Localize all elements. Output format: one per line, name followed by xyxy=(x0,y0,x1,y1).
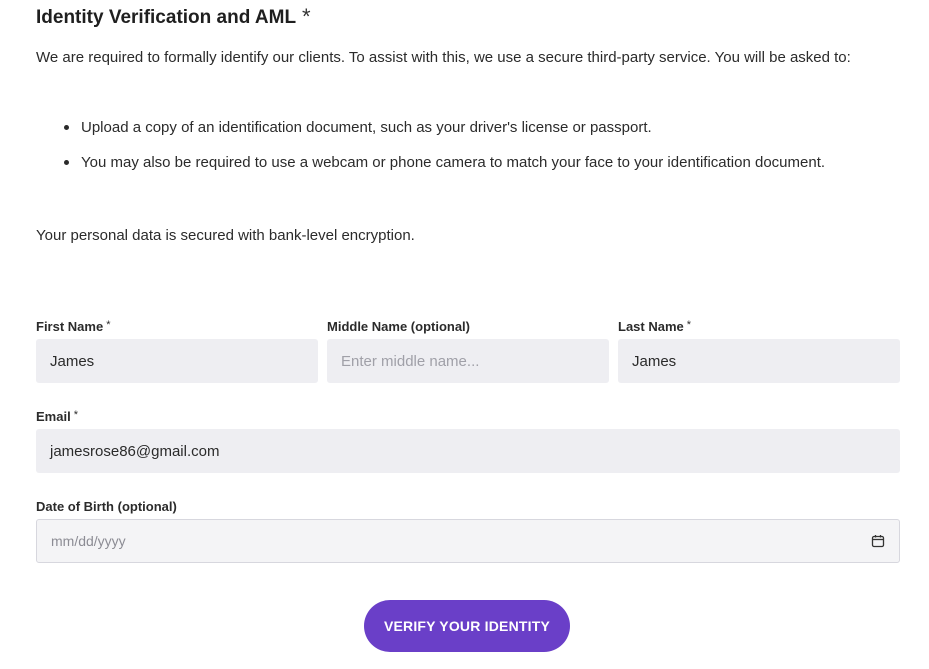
middle-name-label-text: Middle Name (optional) xyxy=(327,319,470,334)
dob-field[interactable] xyxy=(36,519,900,563)
list-item xyxy=(36,114,886,141)
last-name-label-text: Last Name xyxy=(618,319,684,334)
first-name-label-text: First Name xyxy=(36,319,104,334)
calendar-icon[interactable] xyxy=(871,534,885,548)
middle-name-placeholder: Enter middle name... xyxy=(341,352,480,370)
required-marker: * xyxy=(106,319,111,331)
verify-identity-button[interactable]: VERIFY YOUR IDENTITY xyxy=(364,600,570,652)
dob-label xyxy=(36,499,177,514)
required-marker: * xyxy=(686,319,692,331)
required-asterisk-icon: * xyxy=(302,4,311,29)
list-item-text: Upload a copy of an identification document, such as your driver's license or passport. xyxy=(81,119,652,136)
last-name-field[interactable] xyxy=(618,339,900,383)
dob-label-text: Date of Birth (optional) xyxy=(36,499,177,514)
intro-text: We are required to formally identify our clients. To assist with this, we use a secure third-party service. You will be asked to: xyxy=(36,49,851,66)
list-item-text: You may also be required to use a webcam or phone camera to match your face to your identification document. xyxy=(81,154,826,171)
last-name-label xyxy=(618,319,691,334)
first-name-field[interactable] xyxy=(36,339,318,383)
first-name-value: James xyxy=(50,352,95,370)
required-marker: * xyxy=(73,409,78,421)
email-label-text: Email xyxy=(36,409,71,424)
first-name-label xyxy=(36,319,110,334)
list-item xyxy=(36,149,886,176)
section-title-text: Identity Verification and AML xyxy=(36,7,297,28)
email-value: jamesrose86@gmail.com xyxy=(50,442,220,460)
requirements-list xyxy=(36,114,886,184)
section-title xyxy=(36,6,311,30)
bullet-icon xyxy=(64,125,69,130)
middle-name-label xyxy=(327,319,470,334)
email-label xyxy=(36,409,78,424)
bullet-icon xyxy=(64,160,69,165)
dob-placeholder: mm/dd/yyyy xyxy=(51,533,126,549)
security-note: Your personal data is secured with bank-level encryption. xyxy=(36,227,415,244)
middle-name-field[interactable] xyxy=(327,339,609,383)
last-name-value: James xyxy=(632,352,677,370)
email-field[interactable] xyxy=(36,429,900,473)
